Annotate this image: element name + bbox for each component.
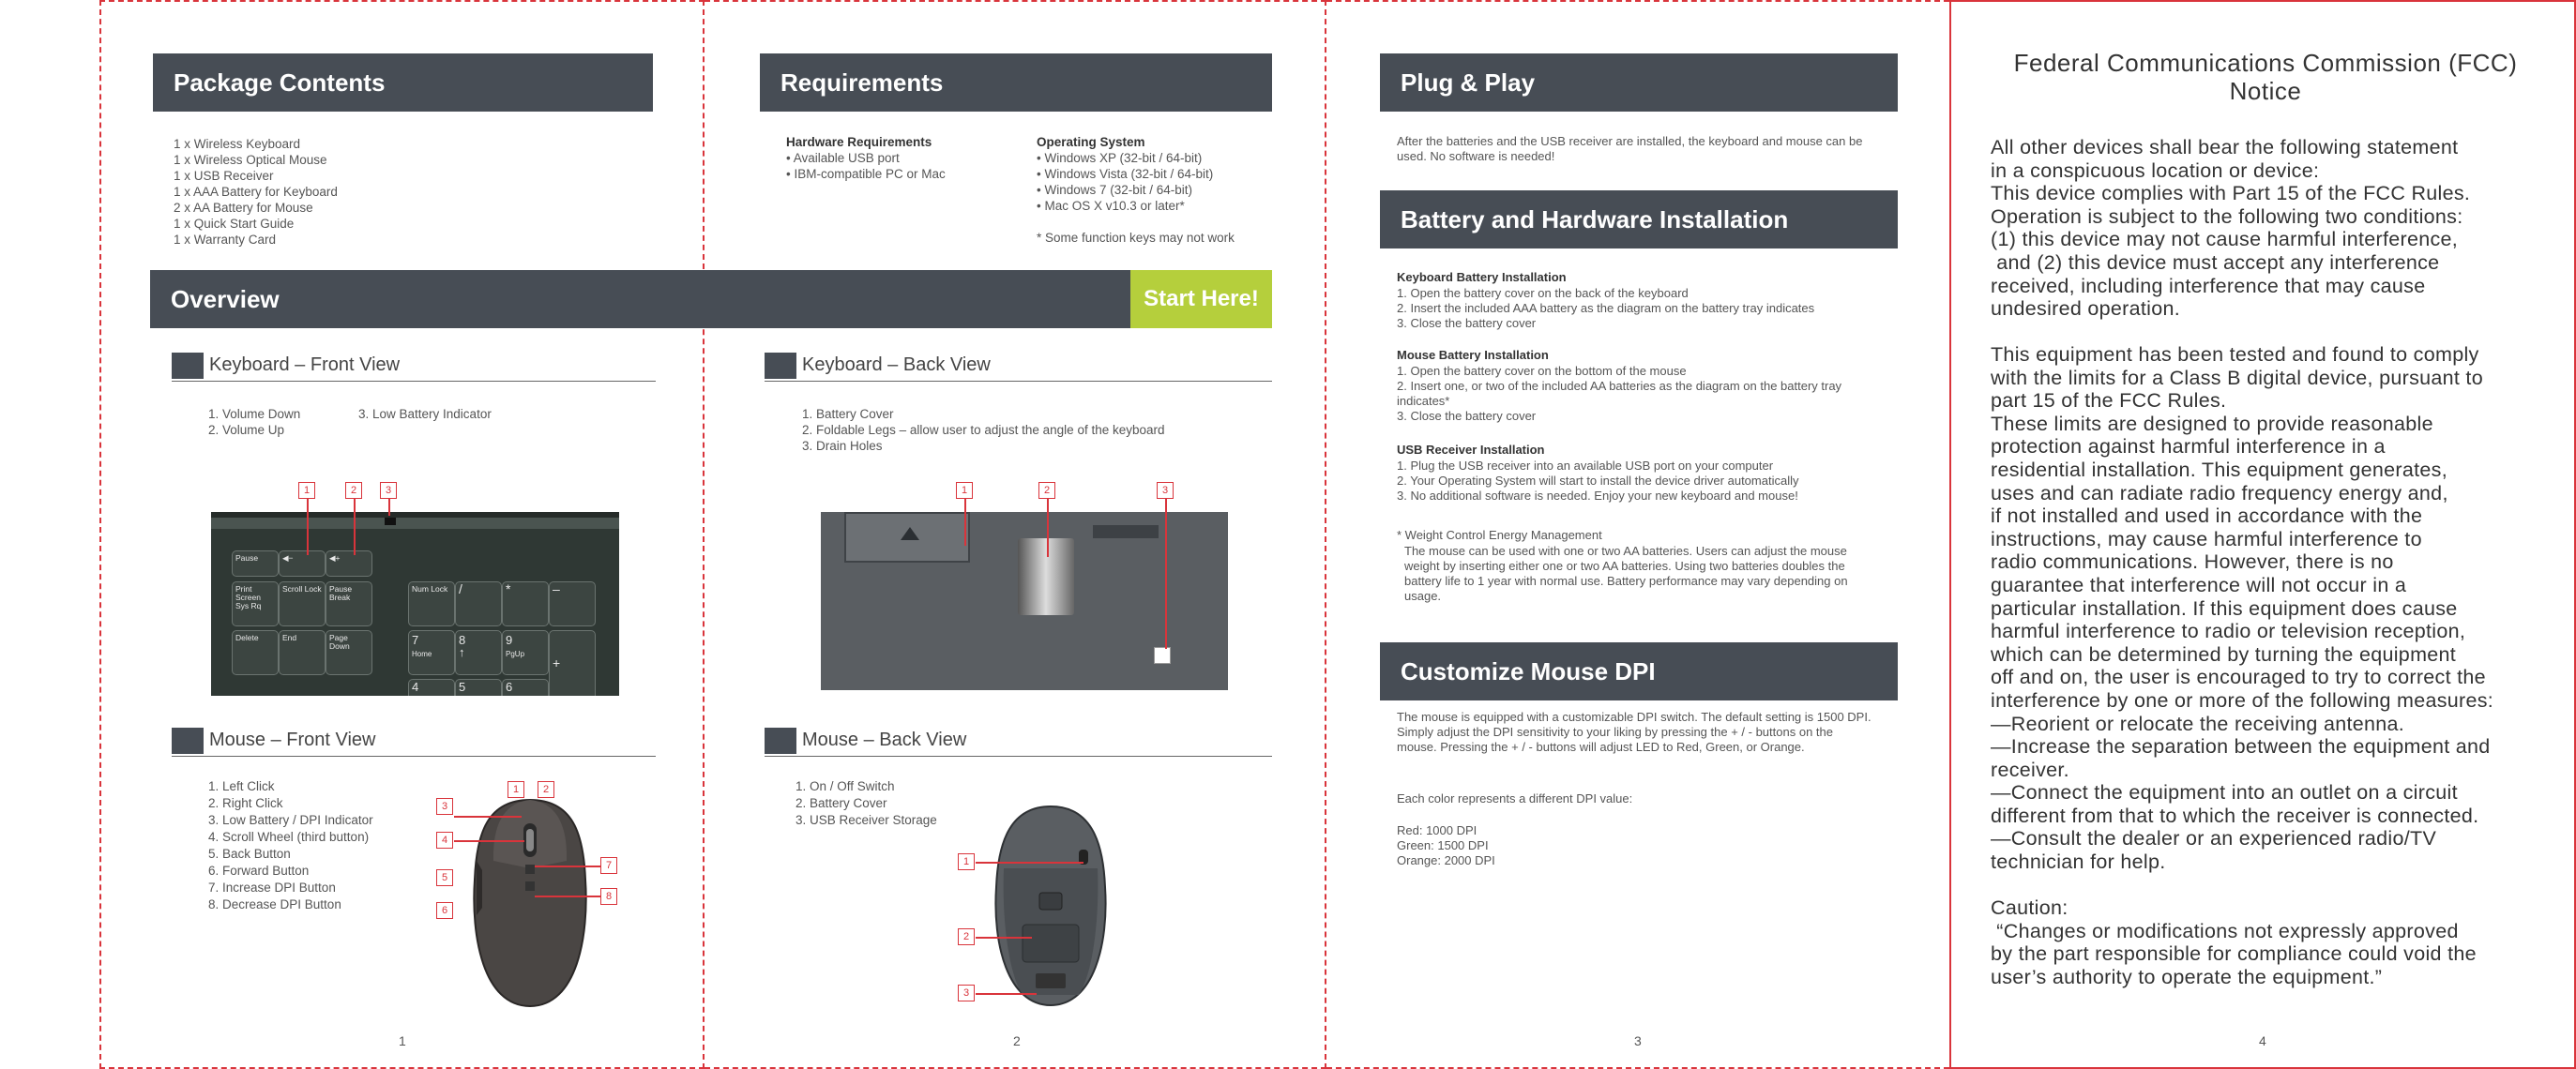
list-item: Orange: 2000 DPI — [1397, 853, 1495, 867]
hardware-requirements-list — [786, 150, 946, 182]
key-star: * — [502, 581, 549, 626]
key-7-label: 7 — [412, 633, 419, 647]
key-num-lock: Num Lock — [408, 581, 455, 626]
battery-installation-header: Battery and Hardware Installation — [1380, 190, 1898, 248]
callout-kb-back-1: 1 — [956, 482, 973, 499]
weight-control-text: The mouse can be used with one or two AA batteries. Users can adjust the mouse weight by inserting either one or two AA batteries. Using two batteries doubles the battery life to 1 year with normal use. Battery performance may vary depending on usage. — [1404, 544, 1848, 603]
callout-mouse-6: 6 — [436, 902, 453, 919]
list-item: 8. Decrease DPI Button — [208, 897, 341, 911]
fcc-paragraph-1: All other devices shall bear the following statement in a conspicuous location or device: This device complies with Part 15 of the FCC Rules. Operation is subject to the following two conditions: (1) this device may not cause harmful interference, and (2) this device must accept any interference received, including interference that may cause undesired operation. — [1991, 136, 2471, 321]
key-9 — [502, 630, 549, 675]
dpi-values-list — [1397, 823, 1495, 868]
key-8 — [455, 630, 502, 675]
key-8-sub: ↑ — [459, 645, 465, 659]
fcc-paragraph-2: This equipment has been tested and found to comply with the limits for a Class B digital device, pursuant to part 15 of the FCC Rules. These limits are designed to provide reasonable protection against harmful interference in a residential installation. This equipment generates, uses and can radiate radio frequency energy and, if not installed and used in accordance with the instructions, may cause harmful interference to radio communications. However, there is no guarantee that interference will not occur in a particular installation. If this equipment does cause harmful interference to radio or television reception, which can be determined by turning the equipment off and on, the user is encouraged to try to correct the interference by one or more of the following measures: —Reorient or relocate the receiving antenna. —Increase the separation between the equipment and receiver. —Connect the equipment into an outlet on a circuit different from that to which the receiver is connected. —Consult the dealer or an experienced radio/TV technician for help. — [1991, 343, 2494, 874]
package-contents-list — [174, 136, 338, 248]
list-item: 1. Plug the USB receiver into an available USB port on your computer — [1397, 459, 1774, 473]
weight-control-title: * Weight Control Energy Management — [1397, 528, 1602, 542]
callout-kb-back-3: 3 — [1157, 482, 1174, 499]
list-item: 3. Close the battery cover — [1397, 409, 1537, 423]
list-item: 1 x Quick Start Guide — [174, 217, 295, 231]
usb-receiver-list — [1397, 459, 1889, 504]
page-number: 2 — [1013, 1033, 1021, 1048]
keyboard-front-list — [208, 406, 300, 438]
list-item: 2. Insert the included AAA battery as the diagram on the battery tray indicates — [1397, 301, 1815, 315]
mouse-back-list — [796, 778, 937, 829]
drain-hole — [1154, 647, 1171, 664]
list-item: 1. Battery Cover — [802, 407, 894, 421]
mouse-back-view-heading — [765, 726, 1272, 757]
heading-square — [765, 353, 796, 379]
list-item: 2. Your Operating System will start to install the device driver automatically — [1397, 474, 1799, 488]
keyboard-back-list — [802, 406, 1165, 454]
list-item: 3. Drain Holes — [802, 439, 883, 453]
callout-kb-1: 1 — [298, 482, 315, 499]
slot — [1093, 525, 1159, 538]
key-5: 5 — [455, 679, 502, 696]
keyboard-back-image — [821, 512, 1228, 690]
key-8-label: 8 — [459, 633, 466, 647]
os-note: * Some function keys may not work — [1037, 231, 1235, 245]
operating-system-title: Operating System — [1037, 135, 1145, 149]
plug-and-play-header: Plug & Play — [1380, 53, 1898, 112]
list-item: 3. Low Battery / DPI Indicator — [208, 813, 373, 827]
callout-line — [388, 499, 390, 516]
mouse-front-image — [460, 795, 600, 1011]
key-6: 6 — [502, 679, 549, 696]
callout-mouse-5: 5 — [436, 869, 453, 886]
callout-line — [1047, 499, 1049, 557]
callout-line — [307, 499, 309, 555]
list-item: 3. USB Receiver Storage — [796, 813, 937, 827]
callout-line — [964, 499, 966, 546]
key-minus: – — [549, 581, 596, 626]
keyboard-edge — [211, 518, 619, 529]
callout-line — [1165, 499, 1167, 649]
callout-kb-2: 2 — [345, 482, 362, 499]
key-7-sub: Home — [412, 650, 432, 658]
heading-text: Mouse – Back View — [802, 730, 967, 750]
callout-line — [354, 499, 356, 555]
mouse-front-list — [208, 778, 373, 913]
list-item: 7. Increase DPI Button — [208, 881, 336, 895]
key-end: End — [279, 630, 326, 675]
callout-mouse-2: 2 — [538, 781, 554, 798]
page-number: 1 — [399, 1033, 406, 1048]
operating-system-list — [1037, 150, 1213, 214]
list-item: 4. Scroll Wheel (third button) — [208, 830, 370, 844]
key-print-screen: Print Screen Sys Rq — [232, 581, 279, 626]
callout-mouse-back-2: 2 — [958, 928, 975, 945]
list-item: 3. No additional software is needed. Enjoy your new keyboard and mouse! — [1397, 489, 1798, 503]
key-9-label: 9 — [506, 633, 513, 647]
customize-dpi-header: Customize Mouse DPI — [1380, 642, 1898, 700]
callout-line — [454, 840, 524, 842]
list-item: 1 x AAA Battery for Keyboard — [174, 185, 338, 199]
key-pause-break: Pause Break — [326, 581, 372, 626]
list-item: 1. Open the battery cover on the back of the keyboard — [1397, 286, 1689, 300]
key-volume-up: ◀+ — [326, 550, 372, 577]
heading-text: Keyboard – Back View — [802, 354, 991, 375]
page-number: 4 — [2259, 1033, 2266, 1048]
heading-square — [172, 728, 204, 754]
start-here-badge: Start Here! — [1130, 270, 1272, 328]
package-contents-header: Package Contents — [153, 53, 653, 112]
list-item: 2. Battery Cover — [796, 796, 887, 810]
list-item: 1. Left Click — [208, 779, 275, 793]
key-plus: + — [549, 630, 596, 696]
callout-line — [976, 993, 1037, 995]
requirements-header: Requirements — [760, 53, 1272, 112]
mouse-front-view-heading — [172, 726, 656, 757]
mouse-battery-list — [1397, 364, 1875, 424]
usb-receiver-title: USB Receiver Installation — [1397, 443, 1545, 457]
dpi-text: The mouse is equipped with a customizable DPI switch. The default setting is 1500 DPI. Simply adjust the DPI sensitivity to your liking by pressing the + / - buttons on the mouse. Pressing the + / - buttons will adjust LED to Red, Green, or Orange. — [1397, 710, 1871, 754]
list-item: 1. On / Off Switch — [796, 779, 895, 793]
fcc-paragraph-3: Caution: “Changes or modifications not expressly approved by the part responsible for compliance could void the user’s authority to operate the equipment.” — [1991, 896, 2477, 988]
key-pause: Pause — [232, 550, 279, 577]
callout-kb-3: 3 — [380, 482, 397, 499]
list-item: Red: 1000 DPI — [1397, 823, 1477, 837]
keyboard-front-view-heading — [172, 351, 656, 382]
list-item: 2 x AA Battery for Mouse — [174, 201, 313, 215]
callout-line — [976, 862, 1083, 864]
callout-line — [535, 866, 600, 867]
keyboard-back-view-heading — [765, 351, 1272, 382]
keyboard-front-item-3: 3. Low Battery Indicator — [358, 407, 492, 421]
list-item: 2. Right Click — [208, 796, 283, 810]
list-item: 1. Volume Down — [208, 407, 301, 421]
callout-mouse-7: 7 — [600, 857, 617, 874]
key-volume-down: ◀− — [279, 550, 326, 577]
list-item: 1. Open the battery cover on the bottom of the mouse — [1397, 364, 1687, 378]
keyboard-front-image — [211, 512, 619, 696]
callout-mouse-8: 8 — [600, 888, 617, 905]
callout-mouse-back-3: 3 — [958, 985, 975, 1001]
list-item: • IBM-compatible PC or Mac — [786, 167, 946, 181]
list-item: Green: 1500 DPI — [1397, 838, 1489, 852]
list-item: 6. Forward Button — [208, 864, 310, 878]
list-item: 2. Insert one, or two of the included AA batteries as the diagram on the battery tray indicates* — [1397, 379, 1842, 408]
callout-mouse-3: 3 — [436, 798, 453, 815]
heading-text: Keyboard – Front View — [209, 354, 401, 375]
list-item: • Available USB port — [786, 151, 900, 165]
heading-square — [172, 353, 204, 379]
key-scroll-lock: Scroll Lock — [279, 581, 326, 626]
list-item: 1 x USB Receiver — [174, 169, 274, 183]
list-item: • Windows 7 (32-bit / 64-bit) — [1037, 183, 1193, 197]
heading-square — [765, 728, 796, 754]
keyboard-battery-list — [1397, 286, 1889, 331]
fcc-title: Federal Communications Commission (FCC) Notice — [2013, 49, 2518, 105]
list-item: 2. Foldable Legs – allow user to adjust the angle of the keyboard — [802, 423, 1165, 437]
hardware-requirements-title: Hardware Requirements — [786, 135, 932, 149]
led-indicator — [385, 518, 396, 525]
callout-mouse-back-1: 1 — [958, 853, 975, 870]
list-item: 1 x Warranty Card — [174, 233, 277, 247]
list-item: 1 x Wireless Optical Mouse — [174, 153, 327, 167]
key-page-down: Page Down — [326, 630, 372, 675]
arrow-icon — [901, 527, 919, 540]
key-7 — [408, 630, 455, 675]
key-delete: Delete — [232, 630, 279, 675]
plug-and-play-text: After the batteries and the USB receiver are installed, the keyboard and mouse can be used. No software is needed! — [1397, 134, 1863, 163]
mouse-battery-title: Mouse Battery Installation — [1397, 348, 1549, 362]
callout-line — [454, 816, 522, 818]
callout-line — [976, 937, 1032, 939]
key-4: 4 — [408, 679, 455, 696]
dpi-text-2: Each color represents a different DPI value: — [1397, 791, 1633, 806]
list-item: • Mac OS X v10.3 or later* — [1037, 199, 1185, 213]
key-9-sub: PgUp — [506, 650, 525, 658]
list-item: 5. Back Button — [208, 847, 291, 861]
list-item: • Windows Vista (32-bit / 64-bit) — [1037, 167, 1214, 181]
callout-mouse-4: 4 — [436, 832, 453, 849]
mouse-back-image — [985, 803, 1116, 1009]
list-item: 1 x Wireless Keyboard — [174, 137, 301, 151]
key-slash: / — [455, 581, 502, 626]
foldable-leg — [1018, 538, 1074, 615]
keyboard-battery-title: Keyboard Battery Installation — [1397, 270, 1567, 284]
list-item: 2. Volume Up — [208, 423, 285, 437]
list-item: 3. Close the battery cover — [1397, 316, 1537, 330]
heading-text: Mouse – Front View — [209, 730, 376, 750]
callout-line — [535, 896, 600, 897]
overview-header: Overview — [150, 270, 1130, 328]
list-item: • Windows XP (32-bit / 64-bit) — [1037, 151, 1203, 165]
callout-kb-back-2: 2 — [1038, 482, 1055, 499]
callout-mouse-1: 1 — [508, 781, 524, 798]
page-number: 3 — [1634, 1033, 1642, 1048]
